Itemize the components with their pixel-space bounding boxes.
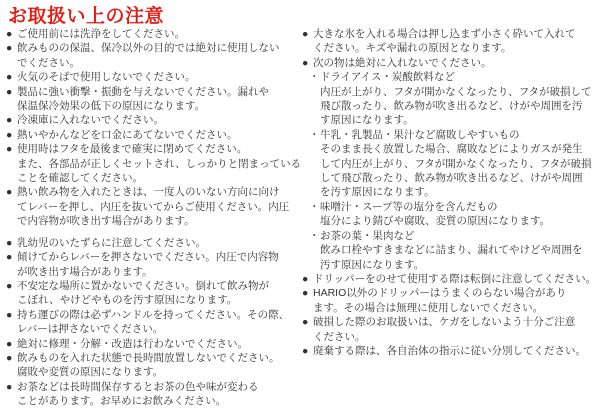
bullet-icon: ●	[302, 28, 309, 40]
notice-text-line: レバーは押さないでください。	[17, 323, 164, 336]
notice-item	[6, 142, 302, 185]
notice-text-line: ます。その場合は無理に使用しないでください。	[313, 301, 544, 314]
notice-text-line: を汚す原因になります。	[320, 186, 435, 199]
notice-text-line: そのまま長く放置した場合、腐敗などによりガスが発生	[320, 143, 583, 156]
notice-text-line: が吹き出す場合があります。	[17, 265, 153, 278]
notice-text-line: 腐敗や変質の原因になります。	[17, 366, 164, 379]
notice-text-line: で内容物が吹き出す場合があります。	[17, 215, 195, 228]
bullet-icon: ●	[302, 272, 309, 285]
notice-item	[6, 27, 302, 41]
bullet-icon: ●	[6, 308, 13, 321]
notice-item	[302, 56, 598, 70]
notice-text-line: 塩分により錆びや腐敗、変質の原因になります。	[320, 215, 551, 228]
notice-text-line: 次の物は絶対に入れないでください。	[313, 56, 492, 69]
middle-dot-icon: ・	[309, 229, 320, 242]
notice-item	[302, 315, 598, 344]
notice-text-line: ことがあります。お早めにお飲みください。	[17, 395, 227, 408]
notice-text-line: 熱いやかんなどを口金にあてないでください。	[17, 128, 238, 141]
bullet-icon: ●	[6, 42, 13, 55]
sub-notice-item	[309, 70, 598, 128]
notice-item	[6, 351, 302, 380]
middle-dot-icon: ・	[309, 200, 320, 213]
page-title: お取扱い上の注意	[8, 6, 165, 27]
bullet-icon: ●	[6, 143, 13, 156]
bullet-icon: ●	[6, 71, 13, 84]
notice-text-line: 乳幼児のいたずらに注意してください。	[17, 236, 206, 249]
notice-text-line: 牛乳・乳製品・果汁など腐敗しやすいもの	[320, 128, 520, 141]
bullet-icon: ●	[6, 28, 13, 40]
notice-item	[6, 185, 302, 228]
notice-text-line: して内圧が上がり、フタが開かなくなったり、フタが破損	[320, 157, 592, 170]
notice-text-line: HARIO以外のドリッパーはうまくのらない場合があり	[313, 287, 567, 300]
bullet-icon: ●	[302, 316, 309, 329]
notice-text-line: 不安定な場所に置かないでください。倒れて飲み物が	[17, 279, 269, 292]
notice-item	[302, 286, 598, 315]
notice-text-line: 破損した際のお取扱いは、ケガをしないよう十分ご注意	[313, 316, 576, 329]
notice-text-line: 熱い飲み物を入れたときは、一度人のいない方向に向け	[17, 186, 280, 199]
notice-text-line: こぼれ、やけどやものを汚す原因になります。	[17, 294, 238, 307]
notice-text-line: でください。	[17, 56, 80, 69]
bullet-icon: ●	[6, 186, 13, 199]
notice-text-line: 持ち運びの際は必ずハンドルを持ってください。その際、	[17, 308, 290, 321]
bullet-icon: ●	[6, 85, 13, 98]
right-column	[302, 27, 598, 409]
notice-text-line: 火気のそばで使用しないでください。	[17, 71, 196, 84]
notice-text-line: ドライアイス・炭酸飲料など	[320, 71, 455, 84]
bullet-icon: ●	[6, 351, 13, 364]
middle-dot-icon: ・	[309, 71, 320, 84]
notice-text-line: また、各部品が正しくセットされ、しっかりと閉まっている	[17, 157, 302, 170]
notice-text-line: して飛び散ったり、飲み物が吹き出るなど、けがや周囲	[320, 172, 583, 185]
bullet-icon: ●	[302, 344, 309, 357]
sub-notice-item	[309, 229, 598, 272]
notice-text-line: 内圧が上がり、フタが開かなくなったり、フタが破損して	[320, 85, 592, 98]
notice-text-line: 飲みものを入れた状態で長時間放置しないでください。	[17, 351, 280, 364]
bullet-icon: ●	[6, 337, 13, 350]
notice-text-line: 製品に強い衝撃・振動を与えないでください。漏れや	[17, 85, 269, 98]
notice-text-line: てレバーを押し、内圧を抜いてからご使用ください。内圧	[17, 200, 290, 213]
notice-text-line: 冷凍庫に入れないでください。	[17, 114, 164, 127]
notice-text-line: 飲み口栓やすきまなどに詰まり、漏れてやけどや周囲を	[320, 244, 583, 257]
sub-notice-item	[309, 128, 598, 200]
notice-text-line: ことを確認してください。	[17, 172, 143, 185]
notice-item	[6, 250, 302, 279]
notice-text-line: 傾けてからレバーを押さないでください。内圧で内容物	[17, 251, 279, 264]
sub-notice-item	[309, 200, 598, 229]
notice-text-line: 保温保冷効果の低下の原因になります。	[17, 100, 206, 113]
bullet-icon: ●	[6, 236, 13, 249]
notice-item	[6, 279, 302, 308]
bullet-icon: ●	[6, 380, 13, 393]
notice-text-line: す原因になります。	[320, 114, 414, 127]
bullet-icon: ●	[6, 251, 13, 264]
notice-text-line: お茶の葉・果肉など	[320, 229, 415, 242]
notice-text-line: 絶対に修理・分解・改造は行わないでください。	[17, 337, 248, 350]
notice-item	[6, 128, 302, 142]
notice-text-line: ドリッパーをのせて使用する際は転倒に注意してください。	[313, 272, 597, 285]
notice-item	[6, 308, 302, 337]
notice-text-line: お茶などは長時間保存するとお茶の色や味が変わる	[17, 380, 259, 393]
notice-item	[302, 27, 598, 56]
notice-text-line: ください。キズや漏れの原因となります。	[313, 42, 512, 55]
notice-text-line: ください。	[313, 330, 366, 343]
notice-item	[6, 113, 302, 127]
notice-item	[302, 344, 598, 358]
bullet-icon: ●	[6, 114, 13, 127]
notice-item	[6, 41, 302, 70]
notice-item	[6, 236, 302, 250]
left-column	[6, 27, 302, 409]
notice-text-line: 大きな氷を入れる場合は押し込まず小さく砕いて入れて	[313, 28, 576, 40]
bullet-icon: ●	[302, 56, 309, 69]
notice-text-line: 使用時はフタを最後まで確実に閉めてください。	[17, 143, 248, 156]
notice-item	[6, 85, 302, 114]
notice-item	[6, 380, 302, 409]
notice-text-line: 汚す原因になります。	[320, 258, 425, 271]
notice-columns	[6, 27, 598, 409]
notice-text-line: 廃棄する際は、各自治体の指示に従い分別してください。	[313, 344, 586, 357]
notice-text-line: ご使用前には洗浄をしてください。	[17, 28, 185, 40]
bullet-icon: ●	[6, 279, 13, 292]
notice-item	[6, 337, 302, 351]
bullet-icon: ●	[6, 128, 13, 141]
notice-text-line: 味噌汁・スープ等の塩分を含んだもの	[320, 200, 498, 213]
notice-text-line: 飛び散ったり、飲み物が吹き出るなど、けがや周囲を汚	[320, 100, 583, 113]
notice-item	[302, 272, 598, 286]
bullet-icon: ●	[302, 287, 309, 300]
middle-dot-icon: ・	[309, 128, 320, 141]
notice-item	[6, 70, 302, 84]
notice-text-line: 飲みものの保温、保冷以外の目的では絶対に使用しない	[17, 42, 280, 55]
